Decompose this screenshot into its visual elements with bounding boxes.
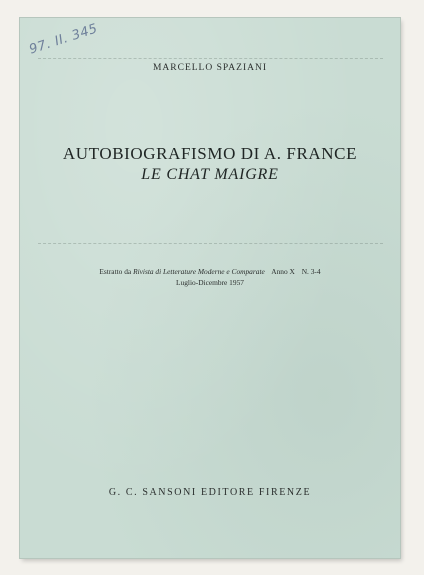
journal-volume: Anno X (271, 267, 295, 276)
paper-fold-line (38, 58, 383, 59)
publisher-name: G. C. SANSONI EDITORE FIRENZE (108, 487, 312, 498)
book-title: AUTOBIOGRAFISMO DI A. FRANCE (62, 144, 358, 163)
author-name: MARCELLO SPAZIANI (152, 63, 268, 73)
handwritten-catalog-note: 97. II. 345 (27, 21, 100, 58)
extract-prefix: Estratto da (99, 267, 132, 276)
paper-fold-line (38, 243, 383, 244)
journal-issue: N. 3-4 (301, 267, 321, 276)
booklet-cover (20, 18, 400, 558)
extract-source-line (20, 267, 400, 277)
publication-date: Luglio-Dicembre 1957 (176, 278, 244, 287)
journal-name: Rivista di Letterature Moderne e Comparate (133, 267, 265, 276)
book-subtitle: LE CHAT MAIGRE (141, 166, 279, 183)
